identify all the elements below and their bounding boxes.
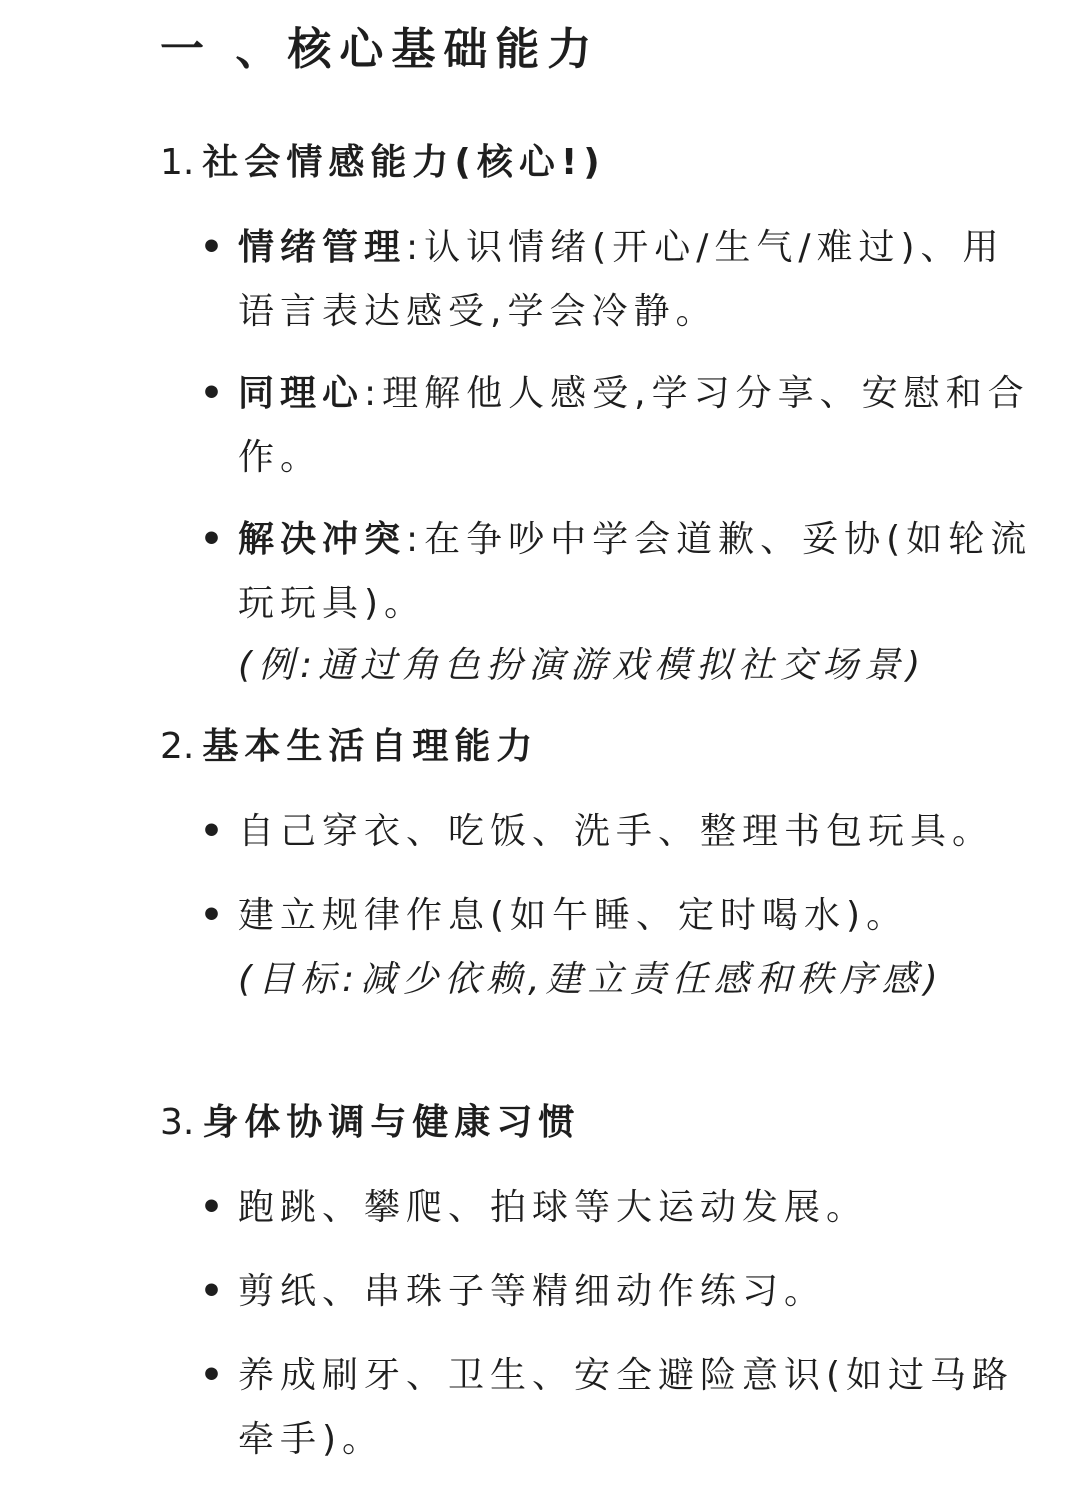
goal-note: (目标:减少依赖,建立责任感和秩序感) (238, 959, 944, 1000)
bullet-icon: • (200, 1187, 230, 1228)
bullet-icon: • (200, 895, 230, 936)
item-text: 跑跳、攀爬、拍球等大运动发展。 (238, 1187, 869, 1228)
item-term: 情绪管理 (238, 227, 407, 268)
section-heading-1 (160, 138, 606, 188)
list-item (200, 362, 1040, 490)
section-heading-2 (160, 722, 538, 772)
item-text: 养成刷牙、卫生、安全避险意识(如过马路牵手)。 (238, 1355, 1015, 1460)
item-text: :理解他人感受,学习分享、安慰和合作。 (238, 373, 1030, 478)
list-item (200, 1176, 1040, 1240)
page-title: 一 、核心基础能力 (160, 24, 600, 75)
bullet-icon: • (200, 227, 230, 268)
section-number: 1. (160, 142, 195, 183)
item-text: 建立规律作息(如午睡、定时喝水)。 (238, 895, 909, 936)
section-title: 基本生活自理能力 (202, 726, 539, 767)
example-note: (例:通过角色扮演游戏模拟社交场景) (238, 645, 927, 686)
section-title: 社会情感能力(核心!) (202, 142, 606, 183)
bullet-icon: • (200, 519, 230, 560)
bullet-icon: • (200, 373, 230, 414)
section-number: 2. (160, 726, 195, 767)
item-text: 自己穿衣、吃饭、洗手、整理书包玩具。 (238, 811, 995, 852)
item-text: :认识情绪(开心/生气/难过)、用语言表达感受,学会冷静。 (238, 227, 1005, 332)
list-item (200, 216, 1040, 344)
item-term: 解决冲突 (238, 519, 407, 560)
bullet-icon: • (200, 1355, 230, 1396)
list-item (200, 508, 1040, 636)
list-item (200, 800, 1040, 864)
list-item (200, 1260, 1040, 1324)
list-item (200, 1344, 1040, 1472)
item-term: 同理心 (238, 373, 365, 414)
section-number: 3. (160, 1102, 195, 1143)
bullet-icon: • (200, 811, 230, 852)
bullet-icon: • (200, 1271, 230, 1312)
section-heading-3 (160, 1098, 580, 1148)
item-text: :在争吵中学会道歉、妥协(如轮流玩玩具)。 (238, 519, 1033, 624)
item-text: 剪纸、串珠子等精细动作练习。 (238, 1271, 827, 1312)
section-title: 身体协调与健康习惯 (202, 1102, 581, 1143)
list-item (200, 884, 1040, 948)
